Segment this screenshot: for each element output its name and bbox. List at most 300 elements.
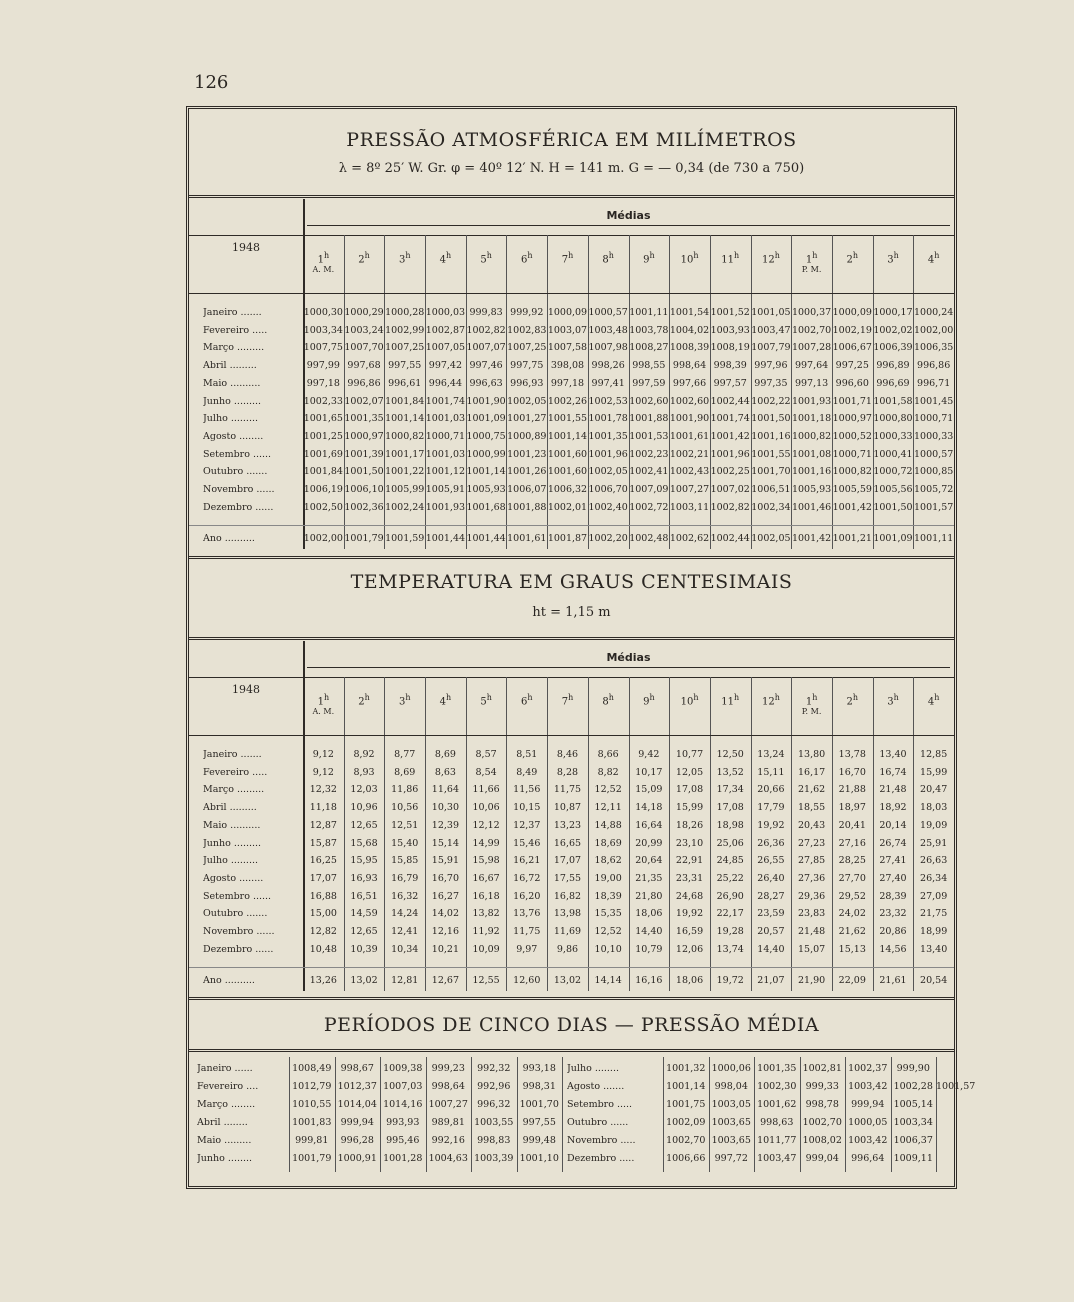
table-cell: 1000,57 — [588, 307, 628, 318]
column-divider — [471, 1057, 472, 1172]
row-label: Maio .......... — [203, 377, 261, 389]
table-cell: 1000,03 — [425, 307, 466, 318]
table-cell: 995,46 — [386, 1135, 420, 1146]
table-cell: 15,35 — [594, 908, 622, 920]
table-row — [189, 413, 954, 430]
table-cell: 1008,39 — [669, 342, 710, 354]
table-cell: 1000,89 — [507, 430, 547, 442]
table-cell: 999,94 — [851, 1099, 885, 1110]
table-cell: 1007,79 — [751, 342, 791, 354]
column-divider — [663, 1057, 664, 1172]
table-cell: 21,48 — [879, 784, 907, 796]
table-cell: 992,16 — [431, 1135, 465, 1146]
table-cell: 20,14 — [879, 819, 907, 831]
table-cell: 22,09 — [838, 975, 866, 987]
hour-suffix: h — [934, 251, 940, 260]
table-cell: 1000,24 — [914, 307, 954, 318]
table-cell: 1002,70 — [791, 324, 832, 336]
table-cell: 18,69 — [594, 837, 622, 849]
table-cell: 18,03 — [920, 802, 948, 814]
hour-number: 8 — [602, 696, 609, 708]
table-cell: 1005,72 — [914, 484, 954, 495]
table-cell: 20,64 — [635, 855, 663, 867]
hour-suffix: h — [568, 251, 574, 260]
table-cell: 1003,55 — [474, 1117, 514, 1128]
table-cell: 18,99 — [920, 926, 948, 937]
tables-frame — [186, 106, 976, 1189]
row-label: Dezembro ..... — [567, 1153, 635, 1164]
table-cell: 12,67 — [431, 975, 459, 987]
table-row — [189, 820, 954, 837]
table-cell: 14,59 — [350, 908, 378, 920]
table-cell: 15,98 — [472, 855, 500, 867]
table-cell: 10,48 — [309, 943, 337, 955]
table-cell: 9,42 — [638, 749, 660, 760]
row-label: Abril ......... — [203, 360, 257, 372]
table-cell: 1002,70 — [666, 1135, 706, 1146]
hour-suffix: h — [527, 693, 533, 702]
table-cell: 1002,20 — [588, 533, 628, 545]
table-cell: 996,61 — [388, 377, 422, 389]
table-cell: 17,07 — [553, 855, 582, 867]
table-cell: 14,18 — [635, 802, 663, 814]
table-cell: 1002,87 — [425, 324, 466, 336]
table-cell: 15,00 — [309, 908, 337, 920]
hour-header — [344, 251, 385, 265]
table-cell: 27,36 — [797, 872, 826, 884]
divider — [189, 637, 954, 640]
hour-header — [466, 693, 507, 707]
row-label: Novembro ..... — [567, 1135, 636, 1146]
table-cell: 11,69 — [553, 926, 582, 937]
table-cell: 12,06 — [675, 943, 704, 955]
table-cell: 996,32 — [477, 1099, 511, 1110]
table-cell: 11,56 — [513, 784, 541, 796]
table-row — [189, 325, 954, 342]
table-cell: 1006,37 — [893, 1135, 933, 1146]
table-cell: 1002,05 — [588, 466, 628, 478]
table-cell: 23,83 — [797, 908, 826, 920]
table-cell: 14,24 — [391, 908, 419, 920]
table-cell: 999,04 — [805, 1153, 839, 1164]
table-cell: 999,90 — [896, 1063, 930, 1074]
table-cell: 12,52 — [594, 784, 622, 796]
table-cell: 1002,24 — [385, 501, 425, 513]
table-cell: 1001,35 — [588, 430, 628, 442]
table-cell: 1001,57 — [936, 1081, 976, 1092]
table-cell: 1002,72 — [629, 501, 669, 513]
hour-header — [506, 251, 547, 265]
table-row — [189, 378, 954, 395]
pressure-title: PRESSÃO ATMOSFÉRICA EM MILÍMETROS — [346, 129, 797, 151]
row-label: Novembro ...... — [203, 484, 275, 495]
table-cell: 1002,44 — [710, 533, 750, 545]
table-cell: 1001,90 — [466, 395, 506, 407]
table-cell: 1001,61 — [669, 430, 710, 442]
table-cell: 1003,65 — [711, 1135, 751, 1146]
hour-number: 2 — [846, 696, 853, 708]
table-cell: 22,17 — [716, 908, 744, 920]
table-cell: 27,09 — [920, 890, 948, 902]
hour-number: 10 — [680, 696, 694, 708]
table-cell: 16,16 — [635, 975, 663, 987]
table-cell: 18,62 — [594, 855, 622, 867]
table-cell: 10,39 — [350, 943, 378, 955]
table-cell: 12,81 — [391, 975, 419, 987]
table-cell: 1002,41 — [629, 466, 669, 478]
row-label: Fevereiro ..... — [203, 324, 268, 336]
table-cell: 12,65 — [350, 926, 378, 937]
table-cell: 16,65 — [553, 837, 582, 849]
table-cell: 996,64 — [851, 1153, 885, 1164]
table-cell: 1006,51 — [751, 484, 791, 495]
table-cell: 19,92 — [757, 819, 785, 831]
table-cell: 12,60 — [513, 975, 541, 987]
table-cell: 1012,37 — [337, 1081, 377, 1092]
hour-header — [873, 693, 914, 707]
table-cell: 1007,75 — [303, 342, 343, 354]
table-cell: 997,57 — [713, 377, 747, 389]
hour-header — [344, 693, 385, 707]
table-cell: 1000,37 — [791, 307, 832, 318]
table-cell: 28,27 — [757, 890, 785, 902]
hour-suffix: h — [734, 693, 740, 702]
table-cell: 21,35 — [635, 872, 663, 884]
table-cell: 11,66 — [472, 784, 500, 796]
temperature-title: TEMPERATURA EM GRAUS CENTESIMAIS — [350, 571, 793, 593]
column-divider — [845, 1057, 846, 1172]
table-cell: 1002,19 — [832, 324, 872, 336]
table-cell: 12,41 — [391, 926, 419, 937]
table-cell: 14,56 — [879, 943, 907, 955]
table-cell: 19,00 — [594, 872, 622, 884]
hour-header — [832, 251, 873, 265]
row-label: Agosto ....... — [567, 1081, 625, 1092]
table-cell: 1002,99 — [385, 324, 425, 336]
hour-header — [629, 251, 670, 265]
hour-suffix: h — [486, 251, 492, 260]
table-cell: 1001,42 — [710, 430, 750, 442]
table-cell: 13,26 — [309, 975, 337, 987]
table-cell: 1002,82 — [466, 324, 506, 336]
table-cell: 1002,25 — [710, 466, 750, 478]
table-cell: 997,66 — [672, 377, 707, 389]
table-cell: 1001,35 — [344, 413, 384, 425]
table-cell: 1002,44 — [710, 395, 750, 407]
hour-suffix: h — [852, 693, 859, 702]
hour-header — [751, 251, 792, 265]
hour-header — [629, 693, 670, 707]
table-bottom-rule — [189, 967, 954, 968]
table-cell: 1001,88 — [629, 413, 669, 425]
hour-number: 12 — [761, 696, 775, 708]
table-cell: 998,04 — [714, 1081, 748, 1092]
table-cell: 11,92 — [472, 926, 500, 937]
table-cell: 13,82 — [472, 908, 500, 920]
table-cell: 1001,27 — [507, 413, 547, 425]
table-cell: 12,65 — [350, 819, 378, 831]
table-cell: 18,06 — [675, 975, 704, 987]
table-cell: 14,02 — [431, 908, 459, 920]
table-row — [189, 908, 954, 925]
table-cell: 28,25 — [838, 855, 866, 867]
row-label: Novembro ...... — [203, 926, 275, 937]
hour-suffix: h — [893, 693, 899, 702]
table-cell: 16,74 — [879, 766, 907, 778]
table-cell: 1009,11 — [893, 1153, 933, 1164]
table-cell: 1002,23 — [629, 448, 669, 460]
hour-number: 4 — [439, 254, 447, 266]
hour-number: 2 — [846, 254, 853, 266]
hour-number: 9 — [643, 254, 650, 266]
table-cell: 8,66 — [597, 749, 619, 760]
row-label: Maio ......... — [197, 1135, 252, 1146]
table-cell: 1001,96 — [710, 448, 750, 460]
hour-suffix: h — [405, 251, 411, 260]
table-cell: 13,24 — [757, 749, 785, 760]
table-cell: 1001,44 — [425, 533, 466, 545]
table-cell: 13,52 — [716, 766, 744, 778]
table-cell: 1008,49 — [292, 1063, 332, 1074]
table-cell: 12,55 — [472, 975, 500, 987]
table-cell: 1001,05 — [751, 307, 791, 318]
table-cell: 1003,78 — [629, 324, 669, 336]
table-row — [189, 767, 954, 784]
temperature-table — [189, 641, 954, 991]
hour-number: 6 — [521, 696, 528, 708]
hour-suffix: h — [608, 693, 614, 702]
table-cell: 16,20 — [513, 890, 541, 902]
table-cell: 1000,17 — [873, 307, 913, 318]
table-cell: 1002,36 — [344, 501, 384, 513]
table-cell: 15,14 — [431, 837, 459, 849]
table-cell: 997,68 — [347, 360, 381, 372]
table-cell: 27,23 — [797, 837, 826, 849]
table-cell: 12,03 — [350, 784, 378, 796]
table-cell: 1001,55 — [751, 448, 791, 460]
table-cell: 1001,61 — [507, 533, 547, 545]
am-pm-label: A. M. — [312, 265, 335, 275]
table-cell: 27,16 — [838, 837, 866, 849]
table-cell: 998,64 — [431, 1081, 465, 1092]
hour-suffix: h — [446, 251, 452, 260]
table-cell: 1001,14 — [466, 466, 506, 478]
table-cell: 12,05 — [675, 766, 704, 778]
column-divider — [517, 1057, 518, 1172]
table-cell: 1006,67 — [832, 342, 872, 354]
table-cell: 20,86 — [879, 926, 907, 937]
table-cell: 10,21 — [431, 943, 459, 955]
table-cell: 1007,03 — [383, 1081, 423, 1092]
table-cell: 1002,26 — [547, 395, 588, 407]
table-cell: 15,46 — [513, 837, 541, 849]
row-label: Fevereiro .... — [197, 1081, 259, 1092]
table-cell: 999,81 — [295, 1135, 329, 1146]
table-cell: 1001,08 — [791, 448, 832, 460]
table-row — [189, 502, 954, 519]
hour-number: 1 — [317, 254, 324, 266]
hour-suffix: h — [486, 693, 492, 702]
table-cell: 1001,03 — [425, 413, 466, 425]
table-cell: 997,13 — [794, 377, 829, 389]
table-cell: 1006,32 — [547, 484, 588, 495]
table-cell: 1003,39 — [474, 1153, 514, 1164]
table-cell: 8,63 — [434, 766, 456, 778]
table-cell: 1011,77 — [757, 1135, 797, 1146]
hour-number: 7 — [561, 696, 569, 708]
column-divider — [891, 1057, 892, 1172]
table-cell: 997,75 — [510, 360, 544, 372]
table-cell: 10,17 — [635, 766, 663, 778]
table-cell: 1008,02 — [802, 1135, 842, 1146]
table-cell: 1001,57 — [914, 501, 954, 513]
table-cell: 1010,55 — [292, 1099, 332, 1110]
column-divider — [709, 1057, 710, 1172]
table-cell: 999,23 — [431, 1063, 465, 1074]
table-cell: 1003,11 — [669, 501, 710, 513]
year-label: 1948 — [232, 241, 260, 254]
table-cell: 1000,91 — [337, 1153, 377, 1164]
hour-number: 1 — [805, 696, 813, 708]
table-cell: 1002,43 — [669, 466, 710, 478]
table-cell: 1002,28 — [893, 1081, 933, 1092]
table-cell: 1001,17 — [385, 448, 425, 460]
table-cell: 10,09 — [472, 943, 500, 955]
table-row — [189, 926, 954, 943]
hour-number: 5 — [480, 696, 487, 708]
hour-header — [913, 251, 954, 265]
hour-header — [425, 693, 466, 707]
table-cell: 997,18 — [306, 377, 340, 389]
table-cell: 999,92 — [510, 307, 544, 318]
table-cell: 24,02 — [838, 908, 866, 920]
am-pm-label: A. M. — [312, 707, 335, 717]
row-label: Agosto ........ — [203, 430, 264, 442]
table-cell: 20,47 — [920, 784, 948, 796]
table-cell: 993,18 — [522, 1063, 556, 1074]
extra-value — [936, 1081, 976, 1098]
table-cell: 1000,82 — [385, 430, 425, 442]
hour-header — [547, 693, 588, 707]
table-cell: 1001,62 — [757, 1099, 797, 1110]
table-row — [189, 1117, 954, 1134]
table-cell: 1006,39 — [873, 342, 913, 354]
hour-header — [710, 693, 751, 707]
hour-number: 12 — [761, 254, 775, 266]
year-label: 1948 — [232, 683, 260, 696]
table-cell: 1007,98 — [588, 342, 628, 354]
table-cell: 26,63 — [920, 855, 948, 867]
hour-number: 1 — [805, 254, 813, 266]
hour-suffix: h — [405, 693, 411, 702]
table-cell: 16,72 — [513, 872, 541, 884]
table-cell: 1014,16 — [383, 1099, 423, 1110]
table-cell: 1003,47 — [751, 324, 791, 336]
table-cell: 13,02 — [350, 975, 378, 987]
table-cell: 998,78 — [805, 1099, 839, 1110]
table-cell: 1001,22 — [385, 466, 425, 478]
table-cell: 997,18 — [550, 377, 585, 389]
table-cell: 997,41 — [591, 377, 625, 389]
table-cell: 1003,47 — [757, 1153, 797, 1164]
table-cell: 15,40 — [391, 837, 419, 849]
table-cell: 26,34 — [920, 872, 948, 884]
table-cell: 1001,60 — [547, 448, 588, 460]
table-cell: 8,54 — [475, 766, 497, 778]
table-cell: 1001,96 — [588, 448, 628, 460]
table-cell: 15,07 — [797, 943, 826, 955]
table-cell: 16,59 — [675, 926, 704, 937]
table-cell: 1007,25 — [507, 342, 547, 354]
table-cell: 20,57 — [757, 926, 785, 937]
table-cell: 1001,14 — [666, 1081, 706, 1092]
table-cell: 17,08 — [675, 784, 704, 796]
hour-number: 3 — [398, 696, 406, 708]
table-cell: 26,90 — [716, 890, 744, 902]
table-cell: 1001,83 — [292, 1117, 332, 1128]
medias-label: Médias — [606, 651, 651, 664]
table-cell: 1001,93 — [425, 501, 466, 513]
table-cell: 1003,34 — [893, 1117, 933, 1128]
table-cell: 10,87 — [553, 802, 582, 814]
table-cell: 1002,40 — [588, 501, 628, 513]
table-cell: 1001,79 — [344, 533, 384, 545]
table-cell: 1005,99 — [385, 484, 425, 495]
table-cell: 12,51 — [391, 819, 419, 831]
hour-number: 5 — [480, 254, 487, 266]
hour-suffix: h — [852, 251, 859, 260]
table-row — [189, 1063, 954, 1080]
table-cell: 1000,33 — [873, 430, 913, 442]
table-cell: 1007,02 — [710, 484, 750, 495]
table-cell: 1007,25 — [385, 342, 425, 354]
table-cell: 17,34 — [716, 784, 744, 796]
table-cell: 24,85 — [716, 855, 744, 867]
table-cell: 16,18 — [472, 890, 500, 902]
table-cell: 1000,80 — [873, 413, 913, 425]
table-cell: 23,31 — [675, 872, 704, 884]
table-cell: 1002,00 — [303, 533, 343, 545]
table-cell: 1002,05 — [507, 395, 547, 407]
row-label: Abril ........ — [197, 1117, 248, 1128]
table-cell: 1002,62 — [669, 533, 710, 545]
hour-header — [791, 251, 832, 274]
table-cell: 8,69 — [434, 749, 456, 760]
table-cell: 29,36 — [797, 890, 826, 902]
table-cell: 25,06 — [716, 837, 744, 849]
table-cell: 21,75 — [920, 908, 948, 920]
table-cell: 16,51 — [350, 890, 378, 902]
table-cell: 1001,90 — [669, 413, 710, 425]
table-cell: 997,55 — [522, 1117, 556, 1128]
table-row — [189, 784, 954, 801]
table-cell: 9,12 — [312, 766, 334, 778]
table-cell: 8,93 — [353, 766, 375, 778]
table-cell: 1001,93 — [791, 395, 832, 407]
table-cell: 1001,03 — [425, 448, 466, 460]
row-label: Julho ........ — [567, 1063, 619, 1074]
table-cell: 10,15 — [513, 802, 541, 814]
hour-number: 4 — [927, 696, 935, 708]
table-cell: 21,62 — [797, 784, 826, 796]
table-cell: 12,82 — [309, 926, 337, 937]
table-cell: 1001,39 — [344, 448, 384, 460]
table-cell: 997,59 — [632, 377, 666, 389]
column-divider — [936, 1057, 937, 1172]
table-cell: 1000,09 — [832, 307, 872, 318]
table-cell: 15,85 — [391, 855, 419, 867]
table-cell: 15,87 — [309, 837, 337, 849]
